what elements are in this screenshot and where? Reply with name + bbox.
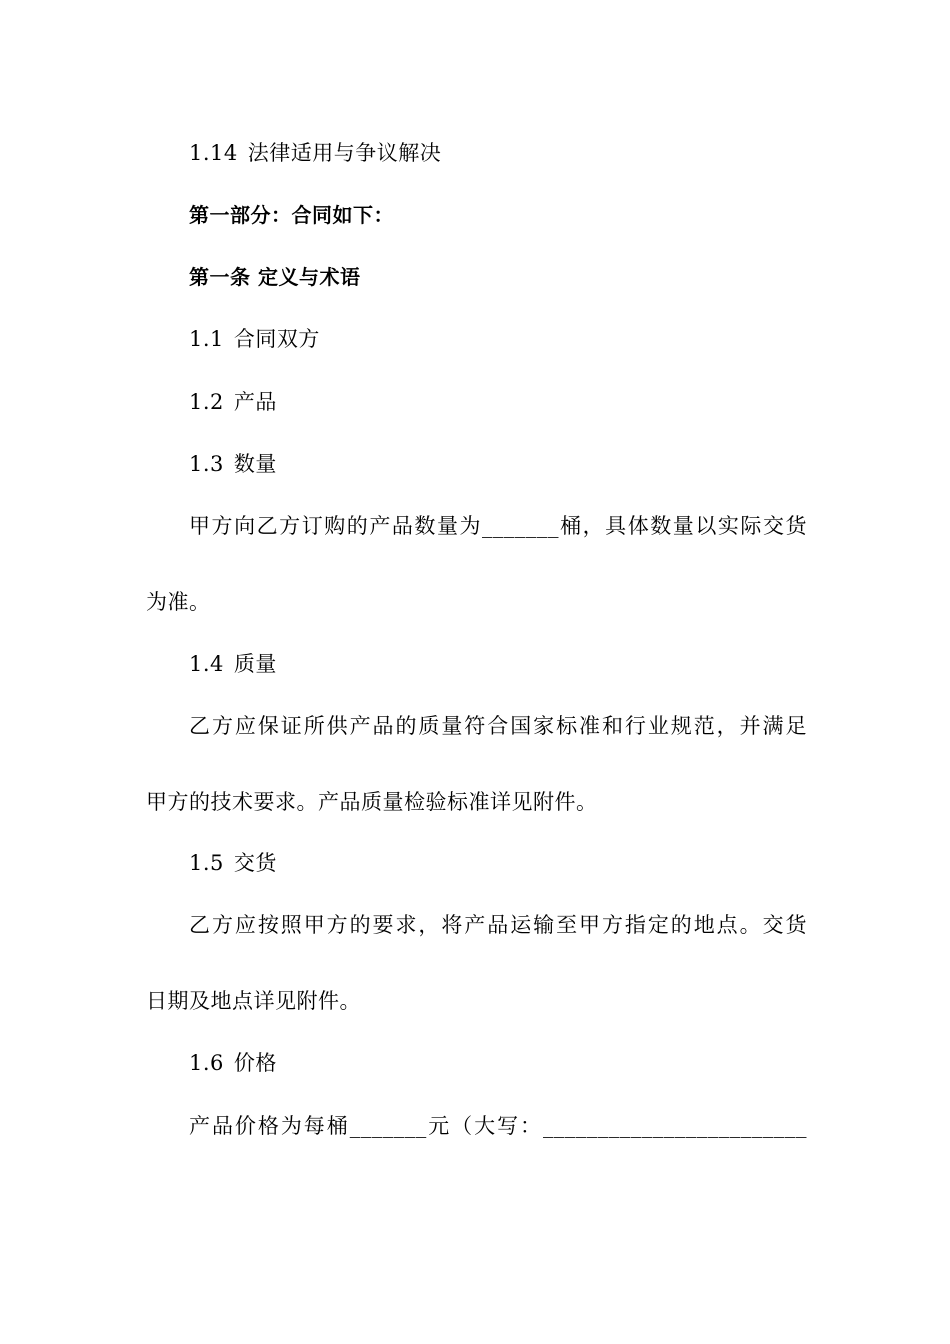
section-number: 1.2 — [189, 390, 224, 414]
section-title: 合同双方 — [233, 327, 320, 351]
section-title: 交货 — [233, 851, 277, 875]
paragraph-line: 乙方应按照甲方的要求，将产品运输至甲方指定的地点。交货 — [189, 913, 807, 937]
part-heading: 第一部分：合同如下： — [189, 203, 394, 227]
section-heading-1-1 — [189, 326, 320, 352]
section-number: 1.1 — [189, 327, 224, 351]
paragraph-line: 甲方的技术要求。产品质量检验标准详见附件。 — [146, 790, 598, 814]
section-number: 1.3 — [189, 452, 224, 476]
section-heading-1-2 — [189, 389, 277, 415]
section-number: 1.14 — [189, 141, 238, 165]
paragraph-line: 为准。 — [146, 590, 211, 614]
section-heading-1-6 — [189, 1050, 277, 1076]
article-heading: 第一条 定义与术语 — [189, 265, 361, 289]
section-heading-1-14 — [189, 140, 441, 166]
section-number: 1.4 — [189, 652, 224, 676]
section-heading-1-5 — [189, 850, 277, 876]
paragraph-line: 乙方应保证所供产品的质量符合国家标准和行业规范，并满足 — [189, 714, 807, 738]
section-title: 数量 — [233, 452, 277, 476]
section-title: 质量 — [233, 652, 277, 676]
section-number: 1.6 — [189, 1051, 224, 1075]
paragraph-line: 产品价格为每桶_______元（大写：________________________ — [189, 1114, 807, 1138]
section-heading-1-3 — [189, 451, 277, 477]
paragraph-line: 日期及地点详见附件。 — [146, 989, 361, 1013]
section-heading-1-4 — [189, 651, 277, 677]
section-number: 1.5 — [189, 851, 224, 875]
section-title: 价格 — [233, 1051, 277, 1075]
section-title: 产品 — [233, 390, 277, 414]
section-title: 法律适用与争议解决 — [247, 141, 442, 165]
paragraph-line: 甲方向乙方订购的产品数量为_______桶，具体数量以实际交货 — [189, 514, 807, 538]
